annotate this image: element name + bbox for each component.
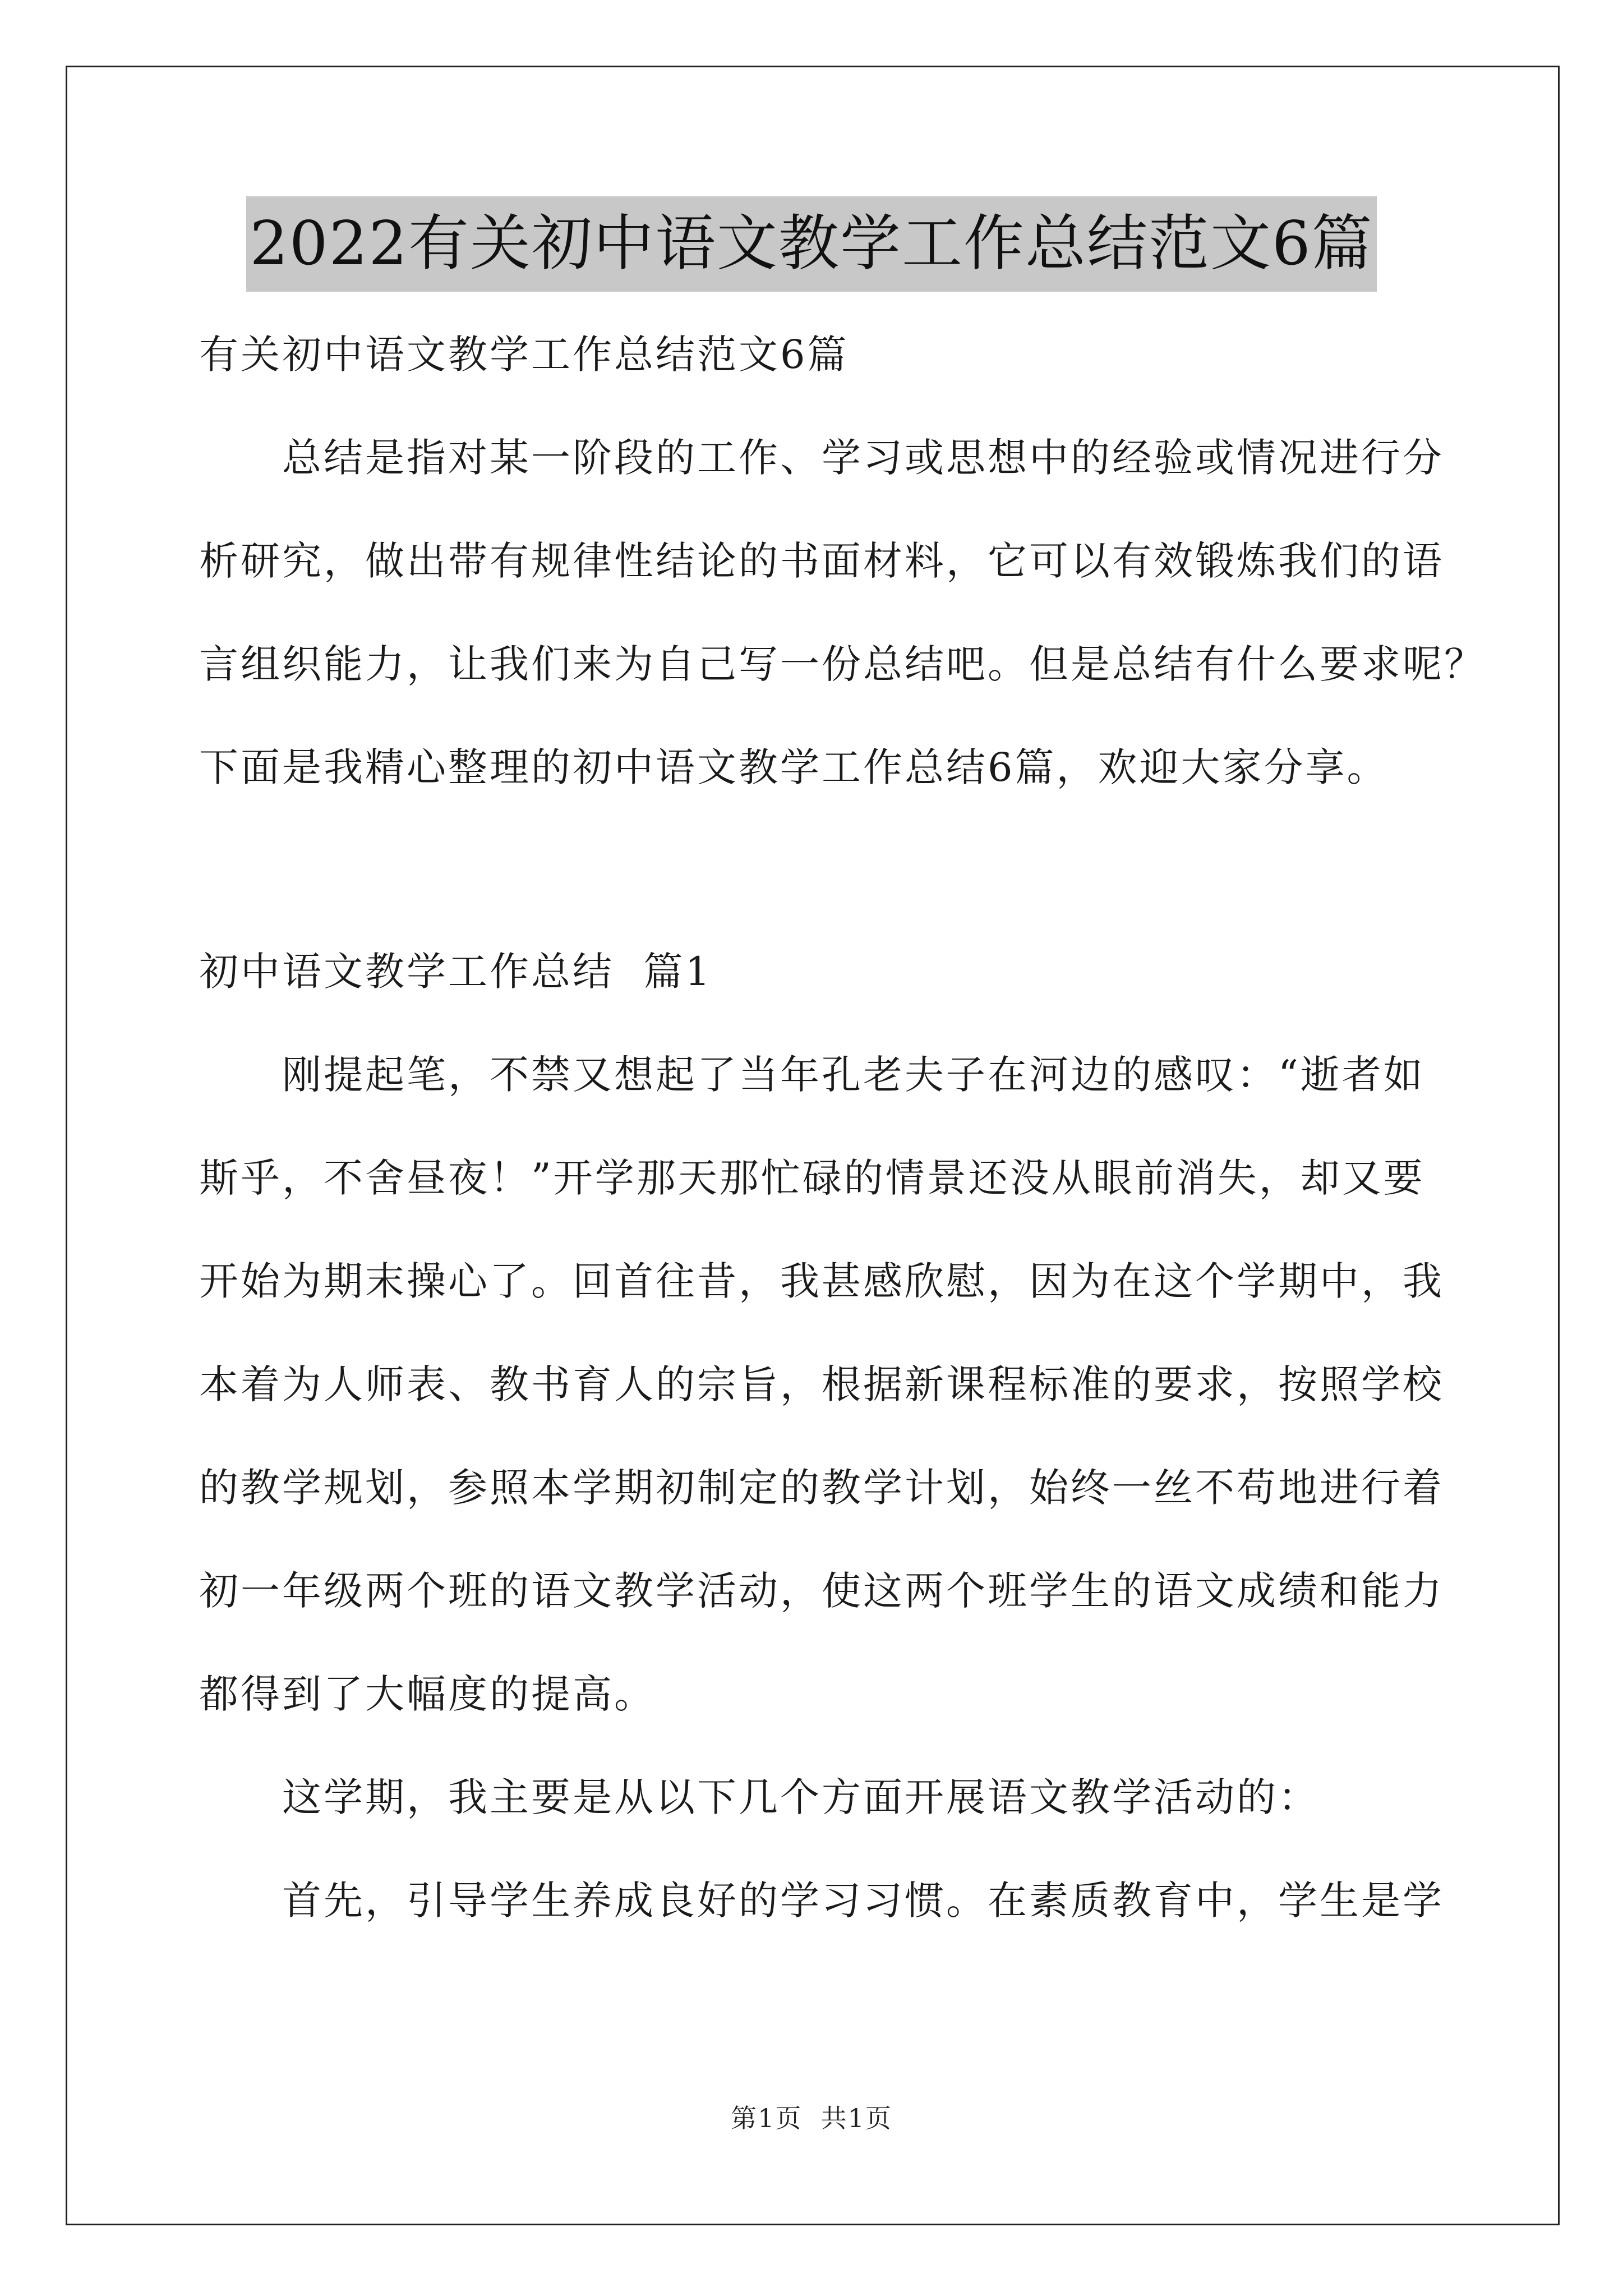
paragraph-line: 斯乎，不舍昼夜！”开学那天那忙碌的情景还没从眼前消失，却又要	[199, 1155, 1425, 1201]
paragraph-line: 初一年级两个班的语文教学活动，使这两个班学生的语文成绩和能力	[199, 1568, 1444, 1614]
intro-line: 言组织能力，让我们来为自己写一份总结吧。但是总结有什么要求呢？	[199, 641, 1486, 687]
paragraph-line: 刚提起笔，不禁又想起了当年孔老夫子在河边的感叹：“逝者如	[282, 1052, 1425, 1098]
intro-line: 析研究，做出带有规律性结论的书面材料，它可以有效锻炼我们的语	[199, 538, 1444, 584]
intro-paragraph	[199, 406, 1486, 819]
paragraph-line: 的教学规划，参照本学期初制定的教学计划，始终一丝不苟地进行着	[199, 1465, 1444, 1511]
document-title: 2022有关初中语文教学工作总结范文6篇	[246, 196, 1377, 292]
paragraph-line: 本着为人师表、教书育人的宗旨，根据新课程标准的要求，按照学校	[199, 1361, 1444, 1407]
document-body	[199, 303, 1486, 1952]
paragraph-line: 都得到了大幅度的提高。	[199, 1671, 656, 1717]
intro-line: 总结是指对某一阶段的工作、学习或思想中的经验或情况进行分	[282, 435, 1444, 481]
page-footer: 第1页 共1页	[731, 2103, 892, 2133]
section1-paragraph-2: 这学期，我主要是从以下几个方面开展语文教学活动的：	[282, 1774, 1320, 1820]
document-subtitle: 有关初中语文教学工作总结范文6篇	[199, 332, 849, 378]
paragraph-line: 开始为期末操心了。回首往昔，我甚感欣慰，因为在这个学期中，我	[199, 1258, 1444, 1304]
title-wrap	[0, 196, 1623, 292]
section-heading: 初中语文教学工作总结 篇1	[199, 949, 713, 995]
intro-line: 下面是我精心整理的初中语文教学工作总结6篇，欢迎大家分享。	[199, 744, 1389, 790]
section1-paragraph-3: 首先，引导学生养成良好的学习习惯。在素质教育中，学生是学	[282, 1878, 1444, 1924]
section1-paragraph-1	[199, 1023, 1444, 1746]
